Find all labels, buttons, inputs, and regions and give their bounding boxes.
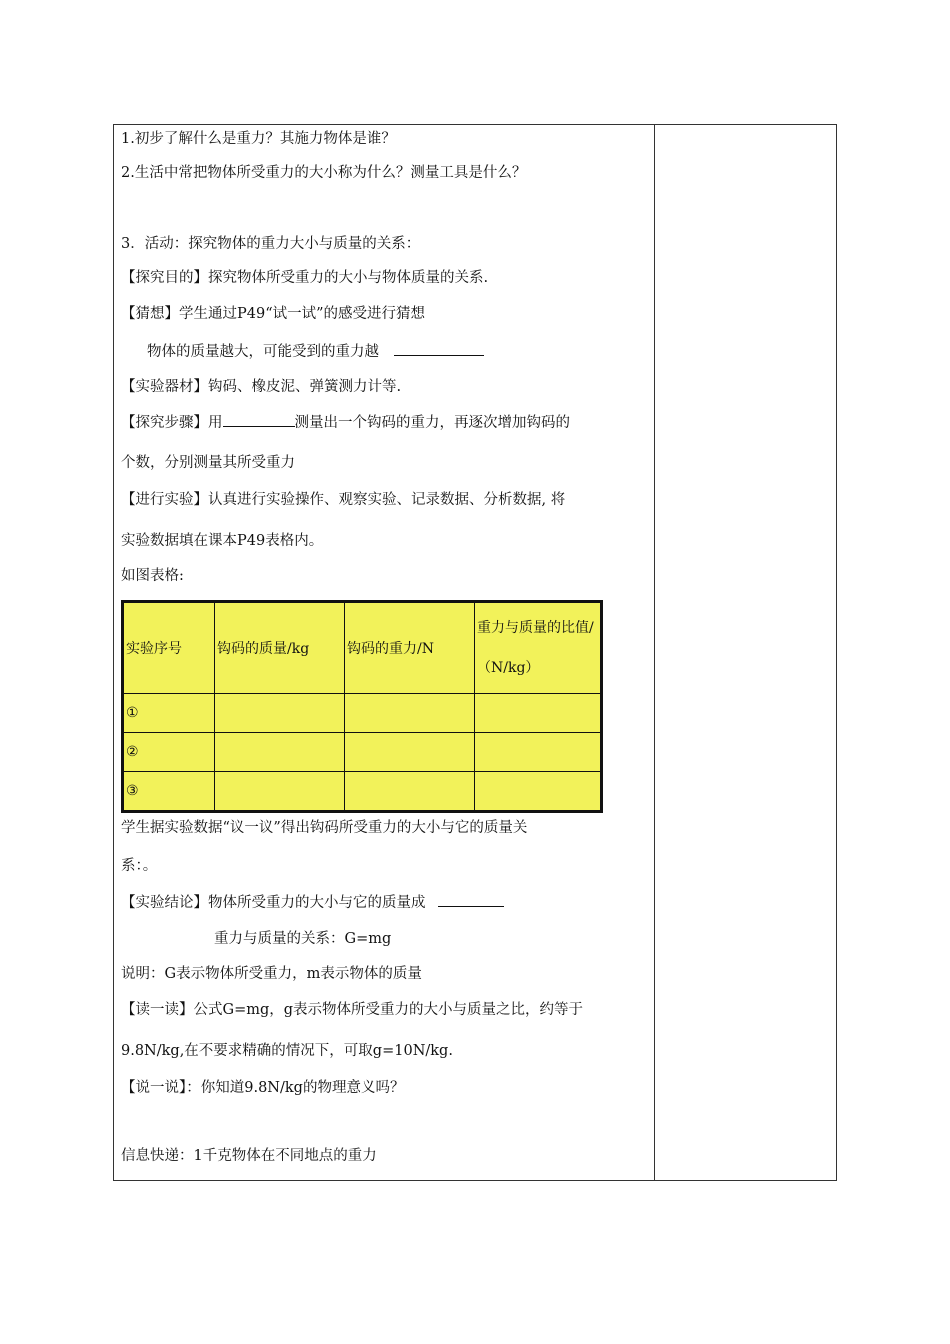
steps-suffix: 测量出一个钩码的重力，再逐次增加钩码的	[294, 415, 570, 431]
column-divider	[654, 124, 655, 1181]
header-weight: 钩码的重力/N	[345, 602, 475, 694]
conclusion	[121, 892, 504, 913]
trial-number: ③	[123, 772, 215, 812]
inquiry-purpose: 【探究目的】探究物体所受重力的大小与物体质量的关系.	[121, 270, 489, 286]
inquiry-steps	[121, 412, 570, 433]
table-row	[123, 772, 602, 812]
conclusion-text: 【实验结论】物体所受重力的大小与它的质量成	[121, 895, 426, 911]
steps-prefix: 【探究步骤】用	[121, 415, 223, 431]
say-section: 【说一说】：你知道9.8N/kg的物理意义吗？	[121, 1080, 405, 1096]
trial-number: ②	[123, 733, 215, 772]
weight-cell[interactable]	[345, 694, 475, 733]
explanation: 说明：G表示物体所受重力，m表示物体的质量	[121, 966, 422, 982]
conclusion-blank[interactable]	[438, 892, 504, 907]
question-2: 2.生活中常把物体所受重力的大小称为什么？测量工具是什么？	[121, 165, 527, 181]
table-row	[123, 694, 602, 733]
question-1: 1.初步了解什么是重力？其施力物体是谁？	[121, 131, 396, 147]
hypothesis: 【猜想】学生通过P49“试一试”的感受进行猜想	[121, 306, 426, 322]
hypothesis-text: 物体的质量越大，可能受到的重力越	[147, 344, 379, 360]
header-mass: 钩码的质量/kg	[215, 602, 345, 694]
ratio-cell[interactable]	[475, 694, 602, 733]
mass-cell[interactable]	[215, 733, 345, 772]
formula: 重力与质量的关系：G=mg	[214, 931, 392, 947]
hypothesis-statement	[147, 341, 484, 362]
experiment-cont: 实验数据填在课本P49表格内。	[121, 533, 324, 549]
tool-blank[interactable]	[223, 412, 295, 427]
equipment: 【实验器材】钩码、橡皮泥、弹簧测力计等.	[121, 379, 402, 395]
data-table	[121, 600, 603, 813]
trial-number: ①	[123, 694, 215, 733]
weight-cell[interactable]	[345, 772, 475, 812]
mass-cell[interactable]	[215, 772, 345, 812]
discussion-cont: 系：。	[121, 858, 158, 874]
weight-cell[interactable]	[345, 733, 475, 772]
inquiry-steps-cont: 个数，分别测量其所受重力	[121, 455, 295, 471]
header-ratio: 重力与质量的比值/（N/kg）	[475, 602, 602, 694]
table-intro: 如图表格:	[121, 568, 184, 584]
read-section-cont: 9.8N/kg,在不要求精确的情况下，可取g=10N/kg.	[121, 1043, 453, 1059]
activity-heading: 3．活动：探究物体的重力大小与质量的关系：	[121, 236, 421, 252]
discussion: 学生据实验数据“议一议”得出钩码所受重力的大小与它的质量关	[121, 820, 528, 836]
mass-cell[interactable]	[215, 694, 345, 733]
table-header-row	[123, 602, 602, 694]
table-row	[123, 733, 602, 772]
ratio-cell[interactable]	[475, 772, 602, 812]
header-trial: 实验序号	[123, 602, 215, 694]
experiment: 【进行实验】认真进行实验操作、观察实验、记录数据、分析数据, 将	[121, 492, 566, 508]
info-express: 信息快递：1千克物体在不同地点的重力	[121, 1148, 377, 1164]
answer-blank[interactable]	[394, 341, 484, 356]
ratio-cell[interactable]	[475, 733, 602, 772]
read-section: 【读一读】公式G=mg，g表示物体所受重力的大小与质量之比，约等于	[121, 1002, 584, 1018]
